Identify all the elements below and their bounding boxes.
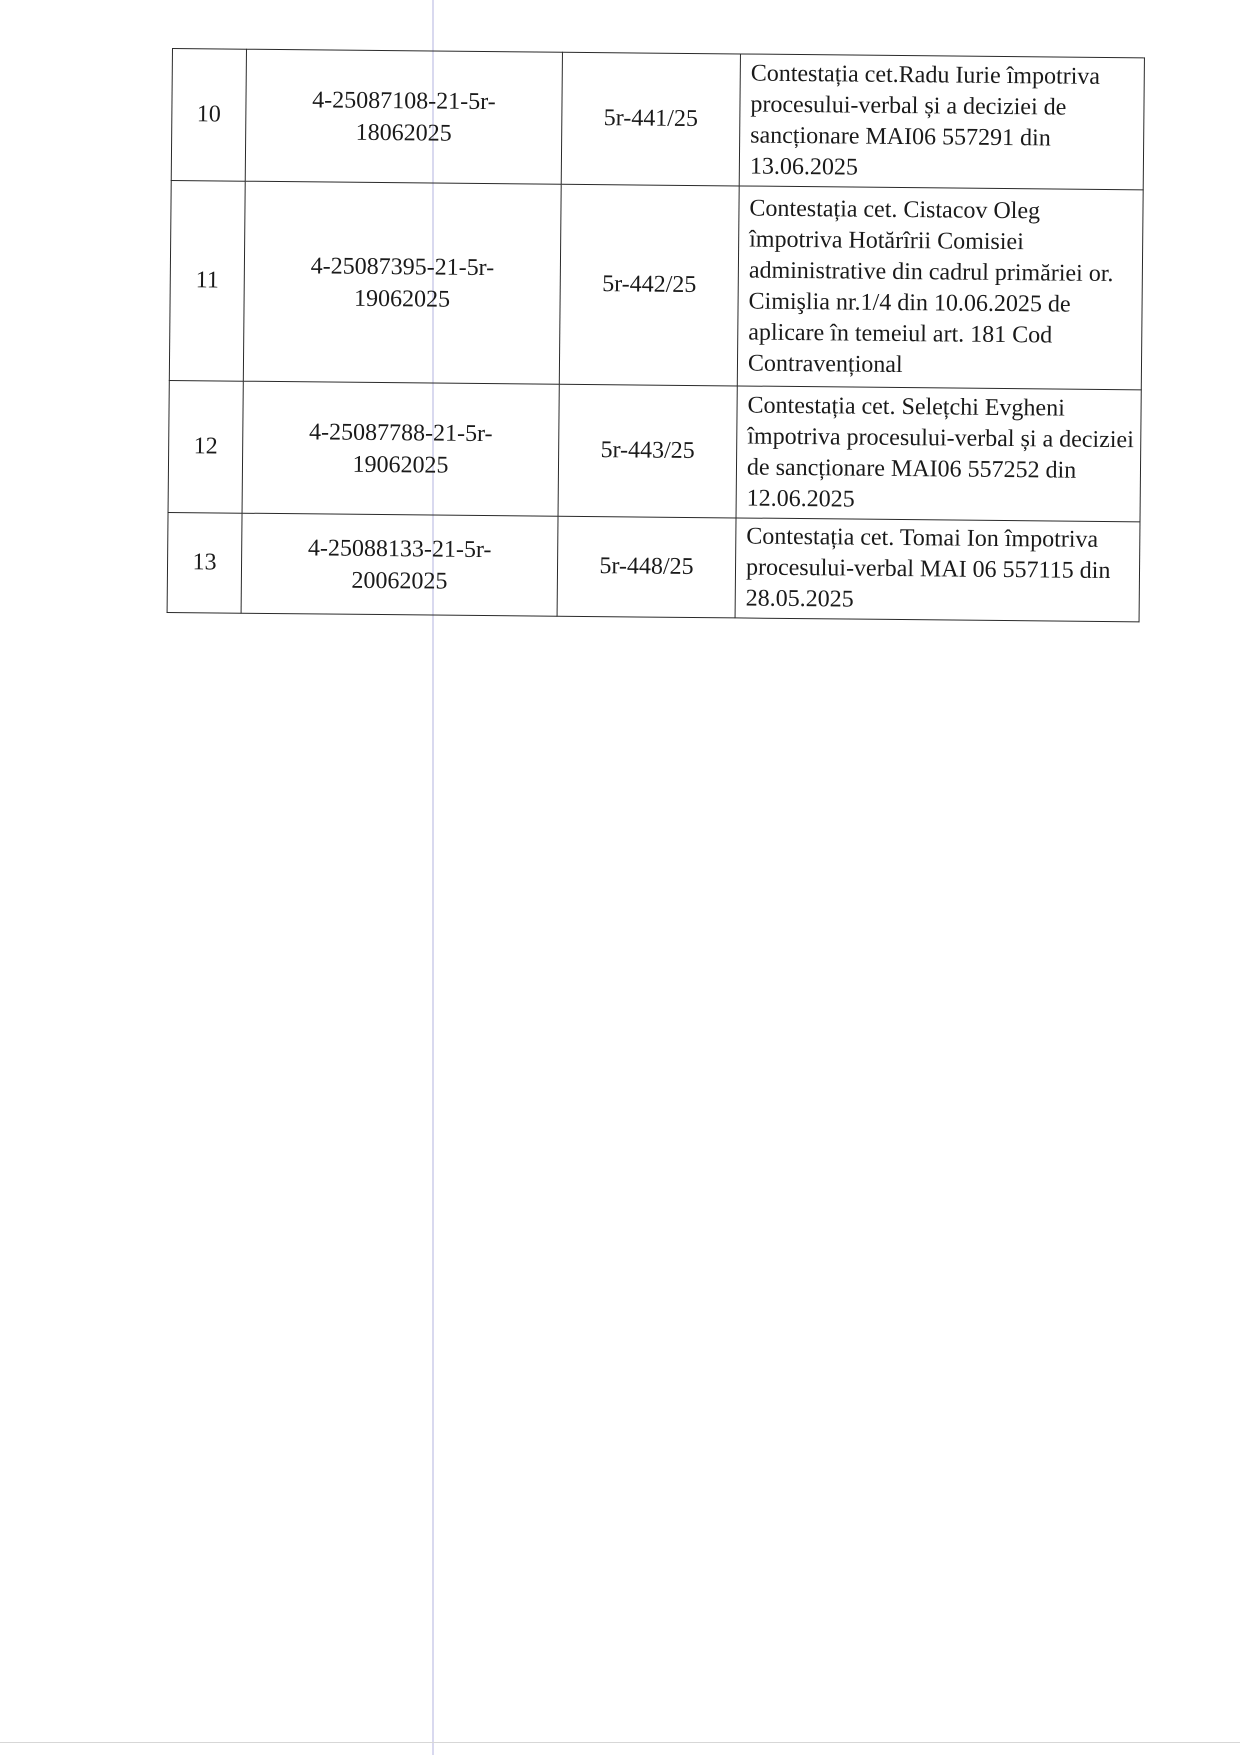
file-number: 5r-441/25 <box>561 52 740 186</box>
case-registration-number: 4-25088133-21-5r-20062025 <box>241 513 558 616</box>
case-object: Contestația cet. Cistacov Oleg împotriva Hotărîrii Comisiei administrative din cadrul primăriei or. Cimişlia nr.1/4 din 10.06.2025 de aplicare în temeiul art. 181 Cod Contravențional <box>737 186 1143 390</box>
table-row <box>171 49 1144 190</box>
row-number: 11 <box>169 180 245 381</box>
case-registration-number: 4-25087108-21-5r-18062025 <box>245 49 562 184</box>
case-registration-number: 4-25087395-21-5r-19062025 <box>243 181 561 384</box>
row-number: 10 <box>171 49 246 182</box>
page-bottom-edge <box>0 1742 1240 1743</box>
case-registration-number: 4-25087788-21-5r-19062025 <box>242 381 559 516</box>
file-number: 5r-443/25 <box>558 384 737 518</box>
file-number: 5r-442/25 <box>559 184 739 386</box>
table-row <box>169 180 1143 389</box>
cases-table-body <box>167 49 1144 622</box>
table-row <box>168 380 1141 521</box>
file-number: 5r-448/25 <box>557 516 736 618</box>
table-row <box>167 512 1140 621</box>
row-number: 13 <box>167 512 242 613</box>
case-object: Contestația cet.Radu Iurie împotriva procesului-verbal și a deciziei de sancționare MAI06 557291 din 13.06.2025 <box>739 54 1144 190</box>
cases-table <box>167 48 1145 622</box>
case-object: Contestația cet. Selețchi Evgheni împotriva procesului-verbal și a deciziei de sancționare MAI06 557252 din 12.06.2025 <box>736 386 1141 522</box>
case-object: Contestația cet. Tomai Ion împotriva procesului-verbal MAI 06 557115 din 28.05.2025 <box>735 518 1140 622</box>
row-number: 12 <box>168 380 243 513</box>
